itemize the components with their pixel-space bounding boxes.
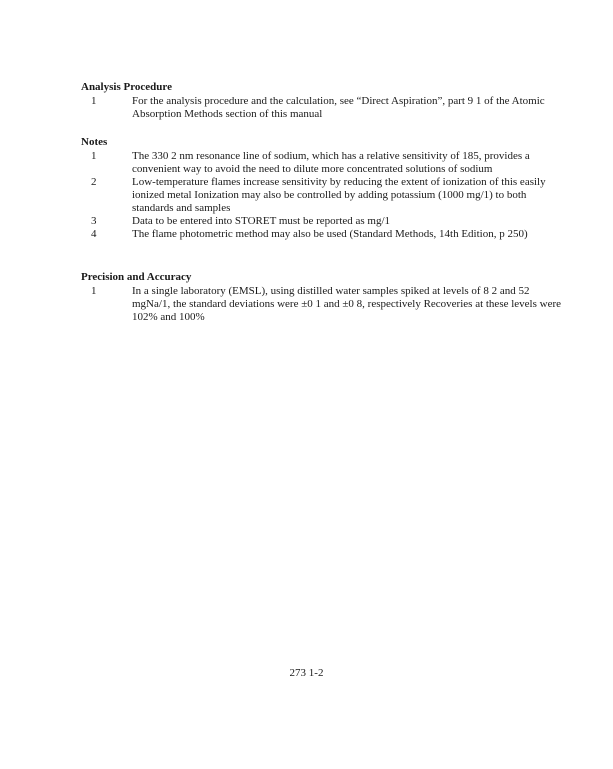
item-number: 1 xyxy=(91,285,97,297)
list-item xyxy=(81,285,561,324)
item-text: The flame photometric method may also be used (Standard Methods, 14th Edition, p 250) xyxy=(132,228,528,240)
section-notes xyxy=(81,135,561,241)
section-analysis-procedure xyxy=(81,80,561,121)
item-text: Data to be entered into STORET must be reported as mg/1 xyxy=(132,215,391,227)
list-item xyxy=(81,176,561,215)
item-number: 3 xyxy=(91,215,97,227)
section-heading: Analysis Procedure xyxy=(81,81,172,93)
item-number: 2 xyxy=(91,176,97,188)
item-number: 4 xyxy=(91,228,97,240)
item-text: Low-temperature flames increase sensitivity by reducing the extent of ionization of this easily ionized metal Ionization may also be controlled by adding potassium (1000 mg/1) to both standards and samples xyxy=(132,176,546,214)
item-number: 1 xyxy=(91,150,97,162)
section-precision-accuracy xyxy=(81,270,561,324)
item-text: For the analysis procedure and the calculation, see “Direct Aspiration”, part 9 1 of the Atomic Absorption Methods section of this manual xyxy=(132,95,545,120)
section-heading: Notes xyxy=(81,136,108,148)
list-item xyxy=(81,95,561,121)
item-text: The 330 2 nm resonance line of sodium, which has a relative sensitivity of 185, provides a convenient way to avoid the need to dilute more concentrated solutions of sodium xyxy=(132,150,530,175)
list-item xyxy=(81,150,561,176)
item-number: 1 xyxy=(91,95,97,107)
item-text: In a single laboratory (EMSL), using distilled water samples spiked at levels of 8 2 and 52 mgNa/1, the standard deviations were ±0 1 and ±0 8, respectively Recoveries at these levels were 102% and 100% xyxy=(132,285,562,323)
list-item xyxy=(81,228,561,241)
section-heading: Precision and Accuracy xyxy=(81,271,192,283)
page-number: 273 1-2 xyxy=(289,667,324,679)
list-item xyxy=(81,215,561,228)
